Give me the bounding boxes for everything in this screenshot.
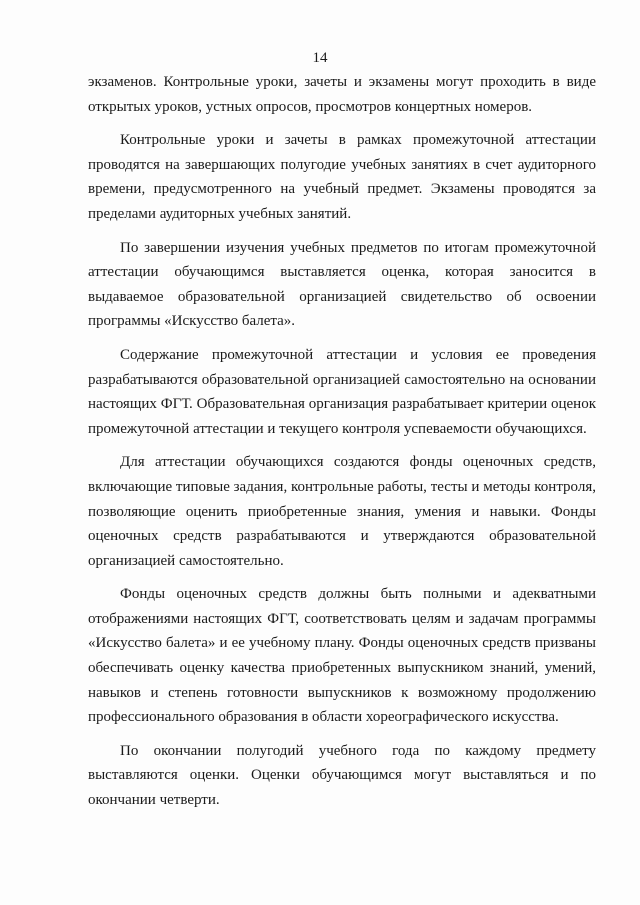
paragraph-5: Для аттестации обучающихся создаются фонды оценочных средств, включающие типовые задания, контрольные работы, тесты и методы контроля, позволяющие оценить приобретенные знания, умения и навыки. Фонды оценочных средств разрабатываются и утверждаются образовательной организацией самостоятельно. xyxy=(88,454,596,569)
document-body xyxy=(88,70,596,822)
paragraph-6: Фонды оценочных средств должны быть полными и адекватными отображениями настоящих ФГТ, соответствовать целям и задачам программы «Искусство балета» и ее учебному плану. Фонды оценочных средств призваны обеспечивать оценку качества приобретенных выпускником знаний, умений, навыков и степень готовности выпускников к возможному продолжению профессионального образования в области хореографического искусства. xyxy=(88,586,596,726)
paragraph-2: Контрольные уроки и зачеты в рамках промежуточной аттестации проводятся на завершающих полугодие учебных занятиях в счет аудиторного времени, предусмотренного на учебный предмет. Экзамены проводятся за пределами аудиторных учебных занятий. xyxy=(88,132,596,222)
paragraph-7: По окончании полугодий учебного года по каждому предмету выставляются оценки. Оценки обучающимся могут выставляться и по окончании четверти. xyxy=(88,742,596,809)
page-number: 14 xyxy=(312,50,328,66)
paragraph-1: экзаменов. Контрольные уроки, зачеты и экзамены могут проходить в виде открытых уроков, устных опросов, просмотров концертных номеров. xyxy=(88,74,596,115)
paragraph-3: По завершении изучения учебных предметов по итогам промежуточной аттестации обучающимся выставляется оценка, которая заносится в выдаваемое образовательной организацией свидетельство об освоении программы «Искусство балета». xyxy=(88,239,596,330)
paragraph-4: Содержание промежуточной аттестации и условия ее проведения разрабатываются образовательной организацией самостоятельно на основании настоящих ФГТ. Образовательная организация разрабатывает критерии оценок промежуточной аттестации и текущего контроля успеваемости обучающихся. xyxy=(88,346,596,437)
